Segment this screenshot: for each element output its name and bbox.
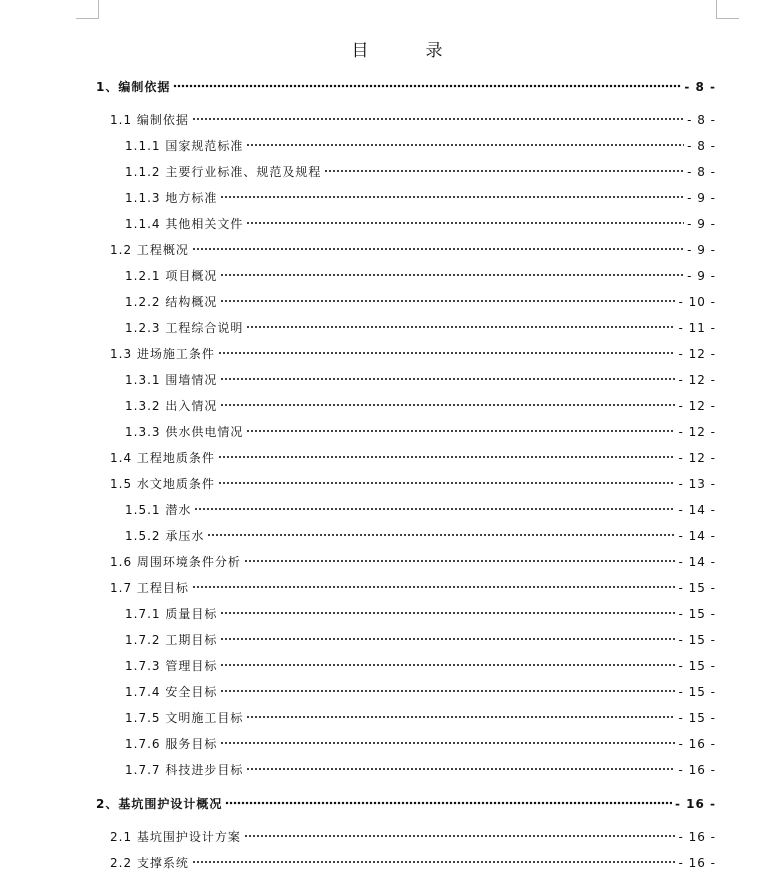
toc-entry-title: 1.7.3 管理目标 [125, 659, 218, 673]
page-corner-mark-right [716, 0, 739, 19]
toc-entry-title: 1.7 工程目标 [110, 581, 189, 595]
toc-entry-page-number: - 16 - [674, 797, 716, 811]
page-corner-mark-left [76, 0, 99, 19]
toc-entry[interactable] [110, 450, 716, 466]
toc-entry[interactable] [110, 346, 716, 362]
toc-entry[interactable] [110, 829, 716, 845]
toc-dot-leader [246, 221, 684, 225]
toc-entry-title: 1.1.1 国家规范标准 [125, 139, 244, 153]
toc-entry-page-number: - 12 - [678, 347, 716, 361]
toc-entry-title: 1.4 工程地质条件 [110, 451, 215, 465]
toc-dot-leader [246, 715, 675, 719]
toc-dot-leader [218, 351, 676, 355]
toc-dot-leader [225, 801, 672, 805]
toc-entry-title: 1.2.2 结构概况 [125, 295, 218, 309]
toc-dot-leader [192, 585, 676, 589]
toc-entry[interactable] [125, 398, 716, 414]
toc-entry[interactable] [110, 112, 716, 128]
toc-entry-page-number: - 15 - [678, 607, 716, 621]
toc-dot-leader [220, 195, 684, 199]
toc-entry[interactable] [125, 606, 716, 622]
toc-entry-title: 1.7.1 质量目标 [125, 607, 218, 621]
toc-entry-page-number: - 9 - [687, 243, 716, 257]
toc-entry-title: 1.1.3 地方标准 [125, 191, 218, 205]
toc-entry-title: 1.7.2 工期目标 [125, 633, 218, 647]
toc-entry-title: 1.6 周围环境条件分析 [110, 555, 241, 569]
toc-entry-title: 1.2 工程概况 [110, 243, 189, 257]
toc-entry[interactable] [125, 320, 716, 336]
toc-dot-leader [220, 403, 675, 407]
toc-entry-page-number: - 15 - [678, 659, 716, 673]
toc-dot-leader [207, 533, 675, 537]
toc-entry[interactable] [125, 658, 716, 674]
toc-dot-leader [192, 247, 684, 251]
toc-entry-page-number: - 14 - [678, 555, 716, 569]
toc-entry-page-number: - 16 - [678, 830, 716, 844]
toc-entry-title: 1.3.3 供水供电情况 [125, 425, 244, 439]
toc-entry-page-number: - 16 - [678, 737, 716, 751]
toc-entry-page-number: - 10 - [678, 295, 716, 309]
toc-entry[interactable] [125, 762, 716, 778]
toc-entry-title: 1.2.1 项目概况 [125, 269, 218, 283]
toc-entry[interactable] [125, 424, 716, 440]
toc-entry[interactable] [125, 736, 716, 752]
toc-entry-page-number: - 8 - [687, 139, 716, 153]
toc-entry-title: 1.7.4 安全目标 [125, 685, 218, 699]
toc-entry-page-number: - 11 - [678, 321, 716, 335]
toc-dot-leader [173, 84, 681, 88]
toc-entry-title: 1.5 水文地质条件 [110, 477, 215, 491]
toc-dot-leader [246, 429, 675, 433]
toc-dot-leader [246, 767, 675, 771]
toc-entry[interactable] [125, 164, 716, 180]
toc-entry[interactable] [110, 554, 716, 570]
toc-dot-leader [218, 481, 676, 485]
toc-entry[interactable] [96, 79, 716, 95]
toc-dot-leader [220, 299, 675, 303]
toc-entry-title: 2、基坑围护设计概况 [96, 797, 223, 811]
toc-entry-title: 2.2 支撑系统 [110, 856, 189, 870]
toc-entry-page-number: - 8 - [684, 80, 716, 94]
toc-entry[interactable] [110, 855, 716, 871]
toc-entry[interactable] [125, 190, 716, 206]
toc-entry-title: 1.1 编制依据 [110, 113, 189, 127]
toc-entry-page-number: - 15 - [678, 633, 716, 647]
toc-entry-page-number: - 15 - [678, 685, 716, 699]
toc-dot-leader [220, 637, 675, 641]
toc-entry[interactable] [125, 216, 716, 232]
toc-dot-leader [220, 273, 684, 277]
toc-entry-page-number: - 12 - [678, 451, 716, 465]
toc-dot-leader [220, 611, 675, 615]
toc-dot-leader [220, 689, 675, 693]
toc-entry[interactable] [125, 528, 716, 544]
toc-entry[interactable] [125, 294, 716, 310]
toc-entry[interactable] [125, 710, 716, 726]
toc-entry-title: 1.5.1 潜水 [125, 503, 192, 517]
toc-entry-page-number: - 9 - [687, 191, 716, 205]
toc-entry[interactable] [125, 502, 716, 518]
toc-entry[interactable] [110, 580, 716, 596]
toc-entry[interactable] [96, 796, 716, 812]
toc-dot-leader [246, 325, 675, 329]
toc-entry-title: 1、编制依据 [96, 80, 171, 94]
toc-entry-page-number: - 12 - [678, 373, 716, 387]
toc-dot-leader [244, 834, 676, 838]
toc-entry[interactable] [110, 476, 716, 492]
toc-entry[interactable] [125, 684, 716, 700]
toc-entry-title: 2.1 基坑围护设计方案 [110, 830, 241, 844]
toc-entry-title: 1.7.7 科技进步目标 [125, 763, 244, 777]
toc-entry-title: 1.3.1 围墙情况 [125, 373, 218, 387]
toc-entry[interactable] [125, 268, 716, 284]
toc-entry-title: 1.3.2 出入情况 [125, 399, 218, 413]
toc-title: 目 录 [351, 41, 463, 61]
toc-entry-page-number: - 9 - [687, 217, 716, 231]
toc-entry-page-number: - 8 - [687, 165, 716, 179]
toc-dot-leader [192, 117, 684, 121]
toc-entry-title: 1.2.3 工程综合说明 [125, 321, 244, 335]
toc-entry-title: 1.7.5 文明施工目标 [125, 711, 244, 725]
toc-entry-title: 1.1.4 其他相关文件 [125, 217, 244, 231]
toc-entry[interactable] [125, 632, 716, 648]
toc-entry[interactable] [110, 242, 716, 258]
toc-dot-leader [194, 507, 675, 511]
toc-dot-leader [220, 741, 675, 745]
toc-dot-leader [246, 143, 684, 147]
toc-entry-page-number: - 15 - [678, 581, 716, 595]
toc-dot-leader [192, 860, 676, 864]
toc-entry-page-number: - 14 - [678, 503, 716, 517]
toc-dot-leader [220, 377, 675, 381]
toc-dot-leader [324, 169, 684, 173]
toc-entry-title: 1.7.6 服务目标 [125, 737, 218, 751]
toc-entry-page-number: - 15 - [678, 711, 716, 725]
toc-entry[interactable] [125, 138, 716, 154]
toc-entry-page-number: - 12 - [678, 399, 716, 413]
toc-entry-title: 1.3 进场施工条件 [110, 347, 215, 361]
toc-entry-page-number: - 9 - [687, 269, 716, 283]
toc-dot-leader [244, 559, 676, 563]
toc-dot-leader [220, 663, 675, 667]
toc-dot-leader [218, 455, 676, 459]
toc-entry-page-number: - 16 - [678, 856, 716, 870]
toc-entry-page-number: - 8 - [687, 113, 716, 127]
toc-entry[interactable] [125, 372, 716, 388]
toc-entry-page-number: - 16 - [678, 763, 716, 777]
toc-entry-title: 1.1.2 主要行业标准、规范及规程 [125, 165, 322, 179]
toc-entry-page-number: - 12 - [678, 425, 716, 439]
toc-entry-page-number: - 13 - [678, 477, 716, 491]
toc-entry-title: 1.5.2 承压水 [125, 529, 205, 543]
toc-entry-page-number: - 14 - [678, 529, 716, 543]
